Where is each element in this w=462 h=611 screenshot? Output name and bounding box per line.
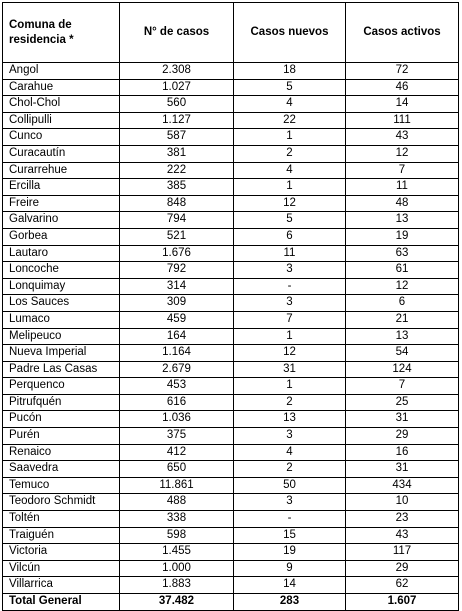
new-cases-cell: 9 <box>234 560 346 577</box>
active-cases-cell: 16 <box>346 444 459 461</box>
active-cases-cell: 23 <box>346 511 459 528</box>
commune-cell: Carahue <box>3 79 120 96</box>
commune-cell: Chol-Chol <box>3 96 120 113</box>
new-cases-cell: 2 <box>234 394 346 411</box>
new-cases-cell: 50 <box>234 477 346 494</box>
table-row <box>3 494 459 511</box>
commune-cell: Angol <box>3 63 120 80</box>
total-cases-cell: 560 <box>120 96 234 113</box>
commune-cell: Loncoche <box>3 262 120 279</box>
total-cases-cell: 338 <box>120 511 234 528</box>
table-row <box>3 361 459 378</box>
active-cases-cell: 11 <box>346 179 459 196</box>
commune-cell: Vilcún <box>3 560 120 577</box>
total-cases-cell: 309 <box>120 295 234 312</box>
total-cases-cell: 2.679 <box>120 361 234 378</box>
commune-cell: Ercilla <box>3 179 120 196</box>
header-commune <box>3 3 120 63</box>
total-cases-cell: 1.036 <box>120 411 234 428</box>
active-cases-cell: 63 <box>346 245 459 262</box>
active-cases-cell: 14 <box>346 96 459 113</box>
new-cases-cell: 1 <box>234 378 346 395</box>
table-row <box>3 63 459 80</box>
active-cases-cell: 43 <box>346 527 459 544</box>
header-total-cases: N° de casos <box>120 3 234 63</box>
commune-cell: Galvarino <box>3 212 120 229</box>
table-row <box>3 212 459 229</box>
active-cases-cell: 7 <box>346 162 459 179</box>
table-row <box>3 112 459 129</box>
new-cases-cell: 19 <box>234 544 346 561</box>
total-cases-cell: 385 <box>120 179 234 196</box>
commune-cell: Freire <box>3 195 120 212</box>
total-cases-cell: 521 <box>120 228 234 245</box>
new-cases-cell: 15 <box>234 527 346 544</box>
new-cases-cell: 1 <box>234 179 346 196</box>
new-cases-cell: 11 <box>234 245 346 262</box>
total-row <box>3 594 459 611</box>
table-row <box>3 444 459 461</box>
table-row <box>3 560 459 577</box>
active-cases-cell: 25 <box>346 394 459 411</box>
table-body <box>3 63 459 611</box>
new-cases-cell: 7 <box>234 311 346 328</box>
table-row <box>3 129 459 146</box>
total-cases-cell: 164 <box>120 328 234 345</box>
table-row <box>3 245 459 262</box>
cases-by-commune-table <box>2 2 459 611</box>
total-cases-cell: 488 <box>120 494 234 511</box>
total-commune-cell: Total General <box>3 594 120 611</box>
active-cases-cell: 29 <box>346 560 459 577</box>
table-header-row <box>3 3 459 63</box>
table-row <box>3 345 459 362</box>
table-row <box>3 295 459 312</box>
table-row <box>3 162 459 179</box>
active-cases-cell: 12 <box>346 145 459 162</box>
active-cases-cell: 13 <box>346 328 459 345</box>
commune-cell: Melipeuco <box>3 328 120 345</box>
header-active-cases: Casos activos <box>346 3 459 63</box>
total-cases-cell: 848 <box>120 195 234 212</box>
total-cases-cell: 375 <box>120 428 234 445</box>
commune-cell: Los Sauces <box>3 295 120 312</box>
table-row <box>3 511 459 528</box>
table-row <box>3 378 459 395</box>
total-cases-cell: 587 <box>120 129 234 146</box>
commune-cell: Perquenco <box>3 378 120 395</box>
commune-cell: Teodoro Schmidt <box>3 494 120 511</box>
commune-cell: Cunco <box>3 129 120 146</box>
commune-cell: Villarrica <box>3 577 120 594</box>
new-cases-cell: 5 <box>234 79 346 96</box>
new-cases-cell: 1 <box>234 129 346 146</box>
total-cases-cell: 1.883 <box>120 577 234 594</box>
table-row <box>3 79 459 96</box>
active-cases-cell: 62 <box>346 577 459 594</box>
active-cases-cell: 31 <box>346 461 459 478</box>
commune-cell: Pucón <box>3 411 120 428</box>
total-cases-cell: 453 <box>120 378 234 395</box>
table-row <box>3 328 459 345</box>
table-row <box>3 278 459 295</box>
total-active-cases-cell: 1.607 <box>346 594 459 611</box>
new-cases-cell: 3 <box>234 494 346 511</box>
commune-cell: Lonquimay <box>3 278 120 295</box>
total-cases-cell: 1.027 <box>120 79 234 96</box>
table-row <box>3 145 459 162</box>
commune-cell: Temuco <box>3 477 120 494</box>
new-cases-cell: 4 <box>234 96 346 113</box>
new-cases-cell: 31 <box>234 361 346 378</box>
table-row <box>3 527 459 544</box>
new-cases-cell: 3 <box>234 295 346 312</box>
header-commune-label: Comuna de residencia * <box>9 18 74 46</box>
table-row <box>3 195 459 212</box>
table-row <box>3 428 459 445</box>
commune-cell: Pitrufquén <box>3 394 120 411</box>
total-cases-cell: 616 <box>120 394 234 411</box>
table-row <box>3 577 459 594</box>
table-row <box>3 411 459 428</box>
active-cases-cell: 72 <box>346 63 459 80</box>
active-cases-cell: 61 <box>346 262 459 279</box>
commune-cell: Renaico <box>3 444 120 461</box>
table-row <box>3 394 459 411</box>
new-cases-cell: 22 <box>234 112 346 129</box>
total-cases-cell: 1.000 <box>120 560 234 577</box>
active-cases-cell: 12 <box>346 278 459 295</box>
total-cases-cell: 381 <box>120 145 234 162</box>
total-cases-cell: 2.308 <box>120 63 234 80</box>
active-cases-cell: 13 <box>346 212 459 229</box>
table-row <box>3 96 459 113</box>
total-cases-cell: 11.861 <box>120 477 234 494</box>
total-total-cases-cell: 37.482 <box>120 594 234 611</box>
commune-cell: Victoria <box>3 544 120 561</box>
new-cases-cell: 18 <box>234 63 346 80</box>
new-cases-cell: 5 <box>234 212 346 229</box>
new-cases-cell: 3 <box>234 262 346 279</box>
commune-cell: Curacautín <box>3 145 120 162</box>
new-cases-cell: - <box>234 278 346 295</box>
total-cases-cell: 794 <box>120 212 234 229</box>
active-cases-cell: 21 <box>346 311 459 328</box>
active-cases-cell: 117 <box>346 544 459 561</box>
commune-cell: Curarrehue <box>3 162 120 179</box>
commune-cell: Nueva Imperial <box>3 345 120 362</box>
active-cases-cell: 434 <box>346 477 459 494</box>
new-cases-cell: 14 <box>234 577 346 594</box>
commune-cell: Lautaro <box>3 245 120 262</box>
commune-cell: Toltén <box>3 511 120 528</box>
table-row <box>3 228 459 245</box>
active-cases-cell: 124 <box>346 361 459 378</box>
new-cases-cell: 2 <box>234 461 346 478</box>
active-cases-cell: 111 <box>346 112 459 129</box>
total-cases-cell: 1.676 <box>120 245 234 262</box>
active-cases-cell: 10 <box>346 494 459 511</box>
new-cases-cell: 4 <box>234 162 346 179</box>
total-cases-cell: 222 <box>120 162 234 179</box>
new-cases-cell: 1 <box>234 328 346 345</box>
total-cases-cell: 412 <box>120 444 234 461</box>
table-row <box>3 179 459 196</box>
table-row <box>3 311 459 328</box>
commune-cell: Padre Las Casas <box>3 361 120 378</box>
active-cases-cell: 46 <box>346 79 459 96</box>
header-new-cases: Casos nuevos <box>234 3 346 63</box>
table-row <box>3 544 459 561</box>
active-cases-cell: 43 <box>346 129 459 146</box>
commune-cell: Collipulli <box>3 112 120 129</box>
active-cases-cell: 29 <box>346 428 459 445</box>
total-cases-cell: 792 <box>120 262 234 279</box>
table-row <box>3 262 459 279</box>
commune-cell: Saavedra <box>3 461 120 478</box>
total-cases-cell: 1.164 <box>120 345 234 362</box>
new-cases-cell: - <box>234 511 346 528</box>
new-cases-cell: 3 <box>234 428 346 445</box>
total-cases-cell: 598 <box>120 527 234 544</box>
cases-table-sheet <box>2 2 458 607</box>
total-new-cases-cell: 283 <box>234 594 346 611</box>
total-cases-cell: 314 <box>120 278 234 295</box>
total-cases-cell: 1.455 <box>120 544 234 561</box>
total-cases-cell: 650 <box>120 461 234 478</box>
commune-cell: Traiguén <box>3 527 120 544</box>
commune-cell: Purén <box>3 428 120 445</box>
active-cases-cell: 48 <box>346 195 459 212</box>
total-cases-cell: 1.127 <box>120 112 234 129</box>
table-row <box>3 461 459 478</box>
commune-cell: Gorbea <box>3 228 120 245</box>
active-cases-cell: 19 <box>346 228 459 245</box>
active-cases-cell: 7 <box>346 378 459 395</box>
new-cases-cell: 6 <box>234 228 346 245</box>
active-cases-cell: 6 <box>346 295 459 312</box>
table-row <box>3 477 459 494</box>
commune-cell: Lumaco <box>3 311 120 328</box>
total-cases-cell: 459 <box>120 311 234 328</box>
active-cases-cell: 31 <box>346 411 459 428</box>
new-cases-cell: 13 <box>234 411 346 428</box>
new-cases-cell: 12 <box>234 345 346 362</box>
new-cases-cell: 4 <box>234 444 346 461</box>
new-cases-cell: 12 <box>234 195 346 212</box>
active-cases-cell: 54 <box>346 345 459 362</box>
new-cases-cell: 2 <box>234 145 346 162</box>
